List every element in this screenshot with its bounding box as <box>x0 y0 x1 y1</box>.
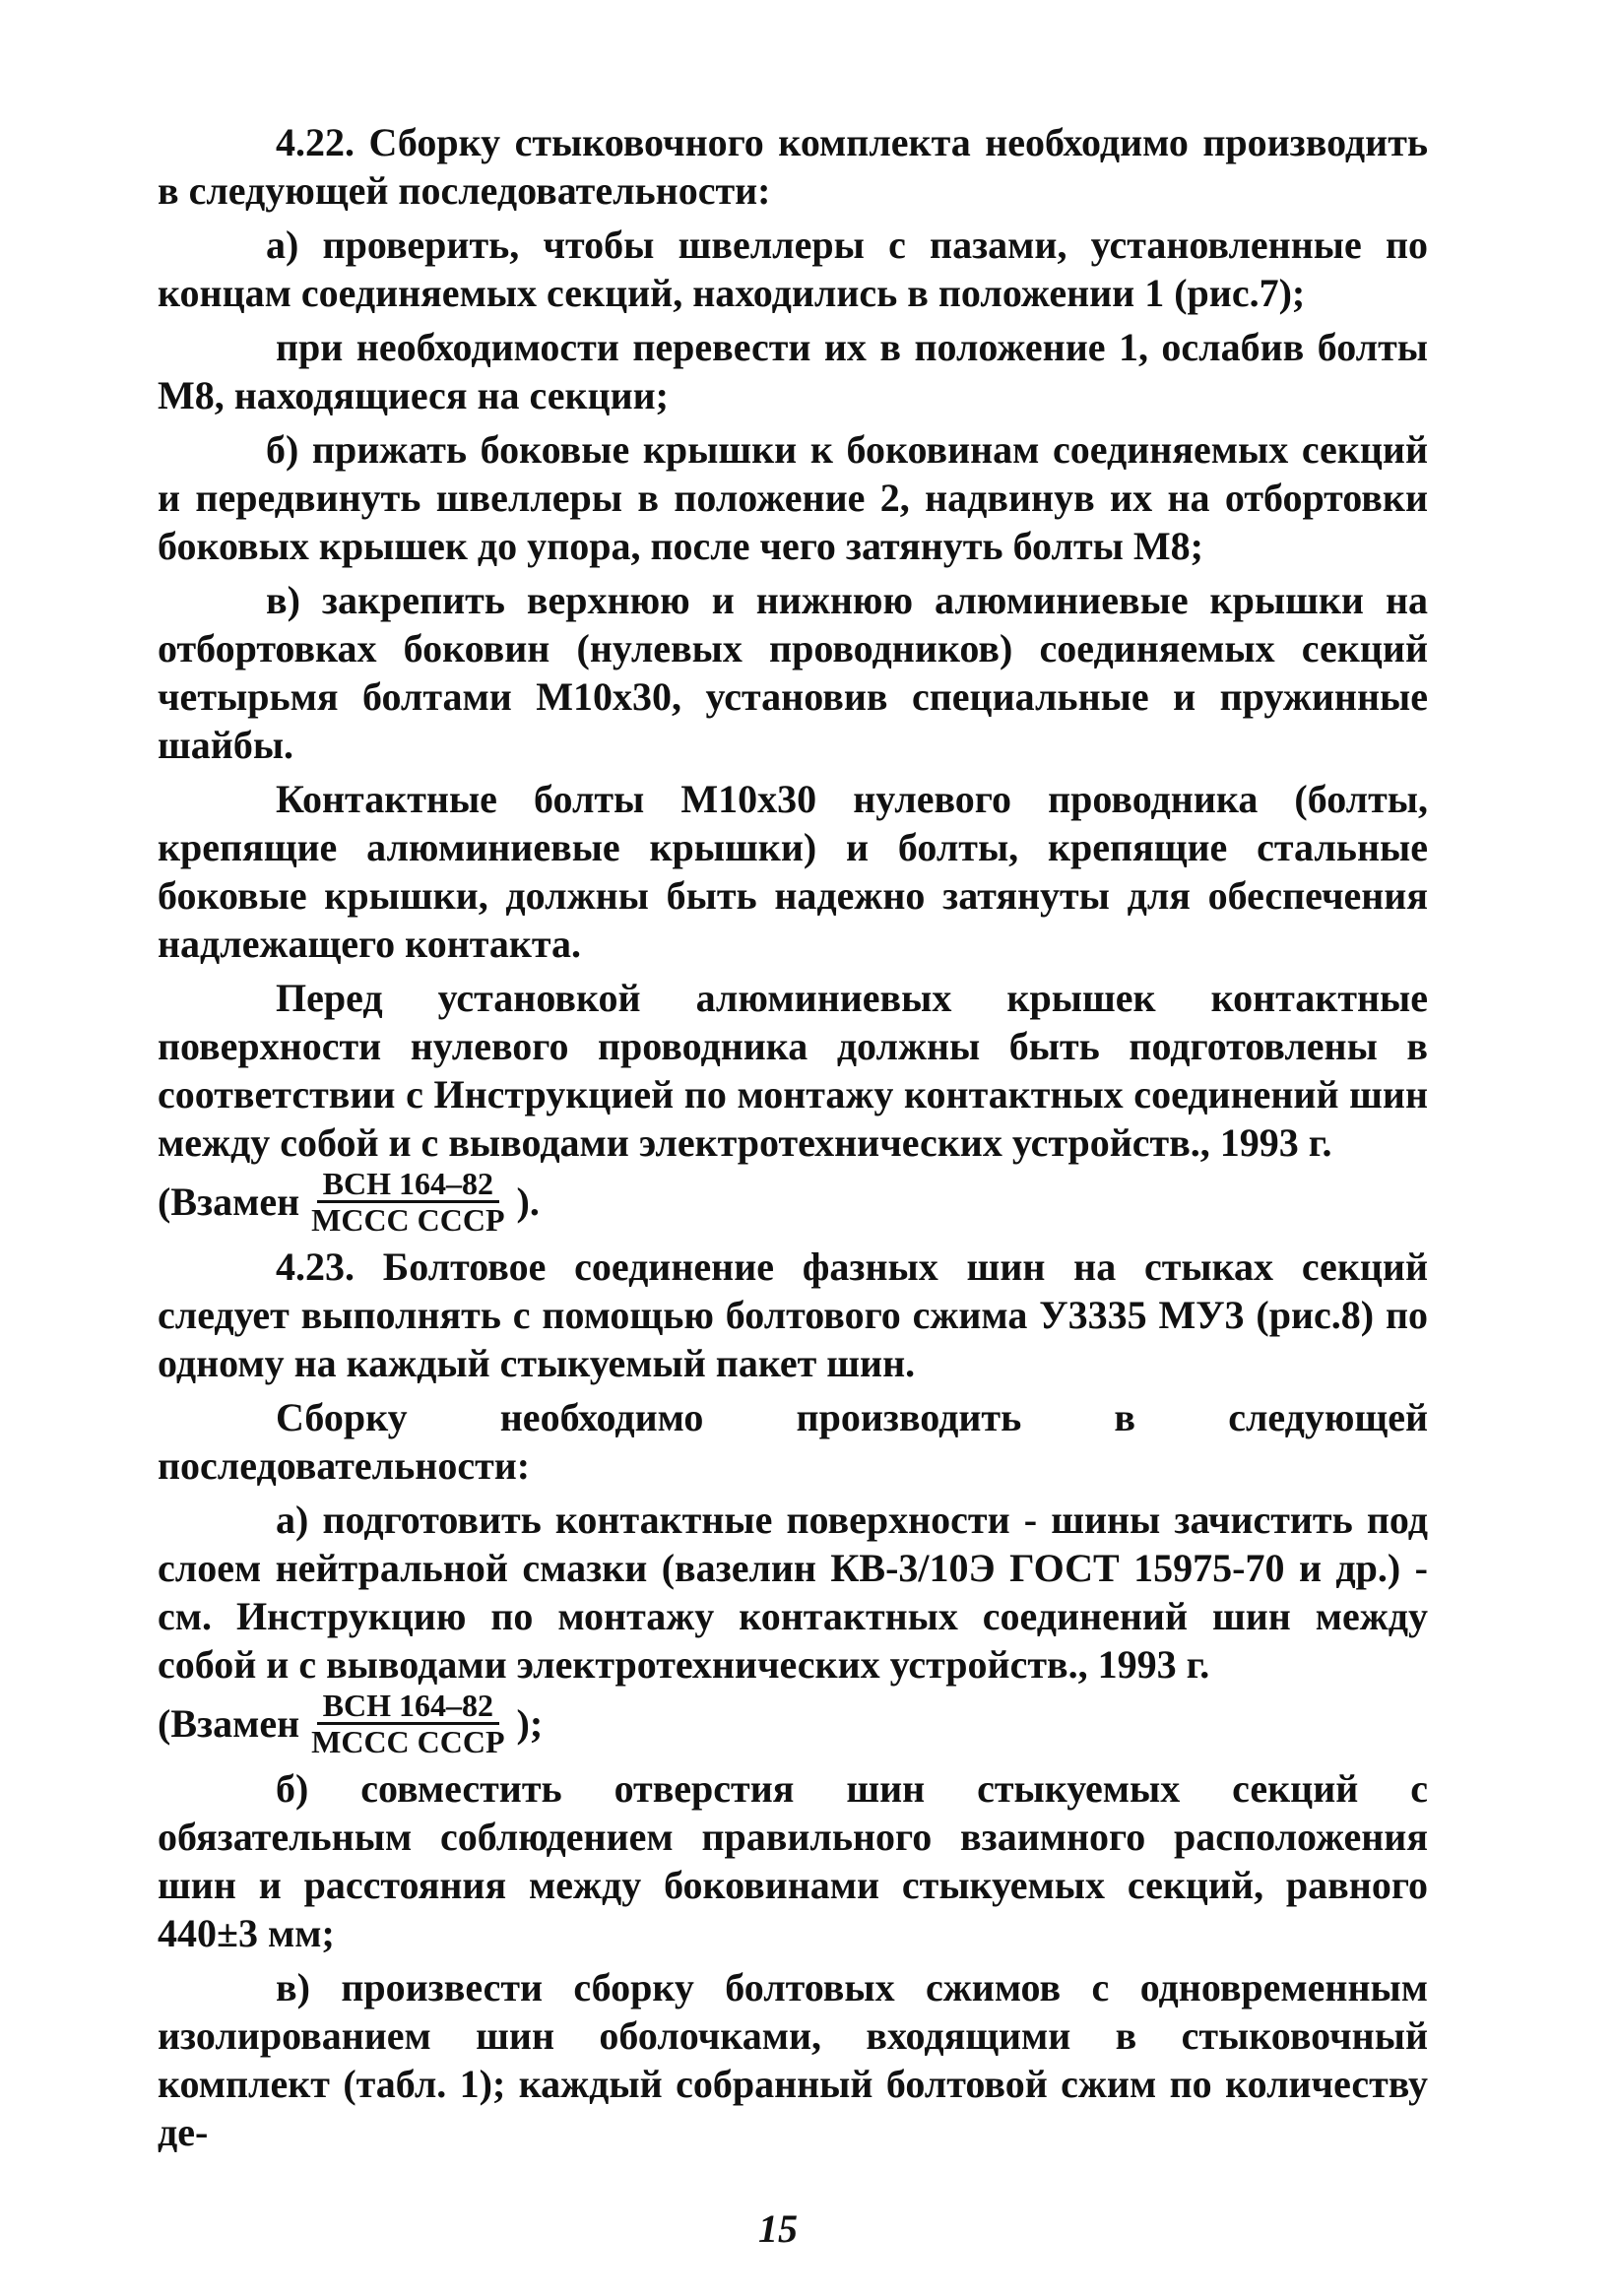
replacement-fraction <box>305 1167 510 1237</box>
section-4-23-heading: 4.23. Болтовое соединение фазных шин на стыках секций следует выполнять с помощью болтового сжима У3335 МУ3 (рис.8) по одному на каждый стыкуемый пакет шин. <box>158 1244 1428 1385</box>
item-v-text: в) закрепить верхнюю и нижнюю алюминиевые крышки на отбортовках боковин (нулевых проводников) соединяемых секций четырьмя болтами М10х30, установив специальные и пружинные шайбы. <box>158 578 1428 767</box>
fraction-denominator: МССС СССР <box>311 1202 505 1238</box>
item-a-text: а) проверить, чтобы швеллеры с пазами, установленные по концам соединяемых секций, находились в положении 1 (рис.7); <box>158 223 1428 315</box>
replacement-suffix: ). <box>516 1180 540 1224</box>
item-b-align-text: б) совместить отверстия шин стыкуемых секций с обязательным соблюдением правильного взаимного расположения шин и расстояния между боковинами стыкуемых секций, равного 440±3 мм; <box>158 1766 1428 1955</box>
replacement-reference-1 <box>158 1167 1428 1237</box>
item-a-note: при необходимости перевести их в положение 1, ослабив болты М8, находящиеся на секции; <box>158 325 1428 417</box>
replacement-fraction <box>305 1689 510 1758</box>
fraction-numerator: ВСН 164–82 <box>317 1689 499 1725</box>
surface-prep-note: Перед установкой алюминиевых крышек контактные поверхности нулевого проводника должны быть подготовлены в соответствии с Инструкцией по монтажу контактных соединений шин между собой и с выводами электротехнических устройств., 1993 г. <box>158 976 1428 1165</box>
replacement-reference-2 <box>158 1689 1428 1758</box>
assembly-order-text: Сборку необходимо производить в следующей последовательности: <box>158 1395 1428 1488</box>
replacement-prefix: (Взамен <box>158 1701 300 1746</box>
replacement-suffix: ); <box>516 1701 544 1746</box>
fraction-numerator: ВСН 164–82 <box>317 1167 499 1203</box>
item-a-prepare-text: а) подготовить контактные поверхности - шины зачистить под слоем нейтральной смазки (вазелин КВ-3/10Э ГОСТ 15975-70 и др.) - см. Инструкцию по монтажу контактных соединений шин между собой и с выводами электротехнических устройств., 1993 г. <box>158 1498 1428 1687</box>
item-b-text: б) прижать боковые крышки к боковинам соединяемых секций и передвинуть швеллеры в положение 2, надвинув их на отбортовки боковых крышек до упора, после чего затянуть болты М8; <box>158 427 1428 568</box>
replacement-prefix: (Взамен <box>158 1180 300 1224</box>
page-number: 15 <box>758 2206 798 2251</box>
fraction-denominator: МССС СССР <box>311 1724 505 1759</box>
section-4-22-heading: 4.22. Сборку стыковочного комплекта необходимо производить в следующей последовательности: <box>158 120 1428 213</box>
document-page <box>158 118 1428 2162</box>
item-v-assemble-text: в) произвести сборку болтовых сжимов с одновременным изолированием шин оболочками, входящими в стыковочный комплект (табл. 1); каждый собранный болтовой сжим по количеству де- <box>158 1965 1428 2154</box>
contact-bolts-note: Контактные болты М10х30 нулевого проводника (болты, крепящие алюминиевые крышки) и болты, крепящие стальные боковые крышки, должны быть надежно затянуты для обеспечения надлежащего контакта. <box>158 777 1428 966</box>
